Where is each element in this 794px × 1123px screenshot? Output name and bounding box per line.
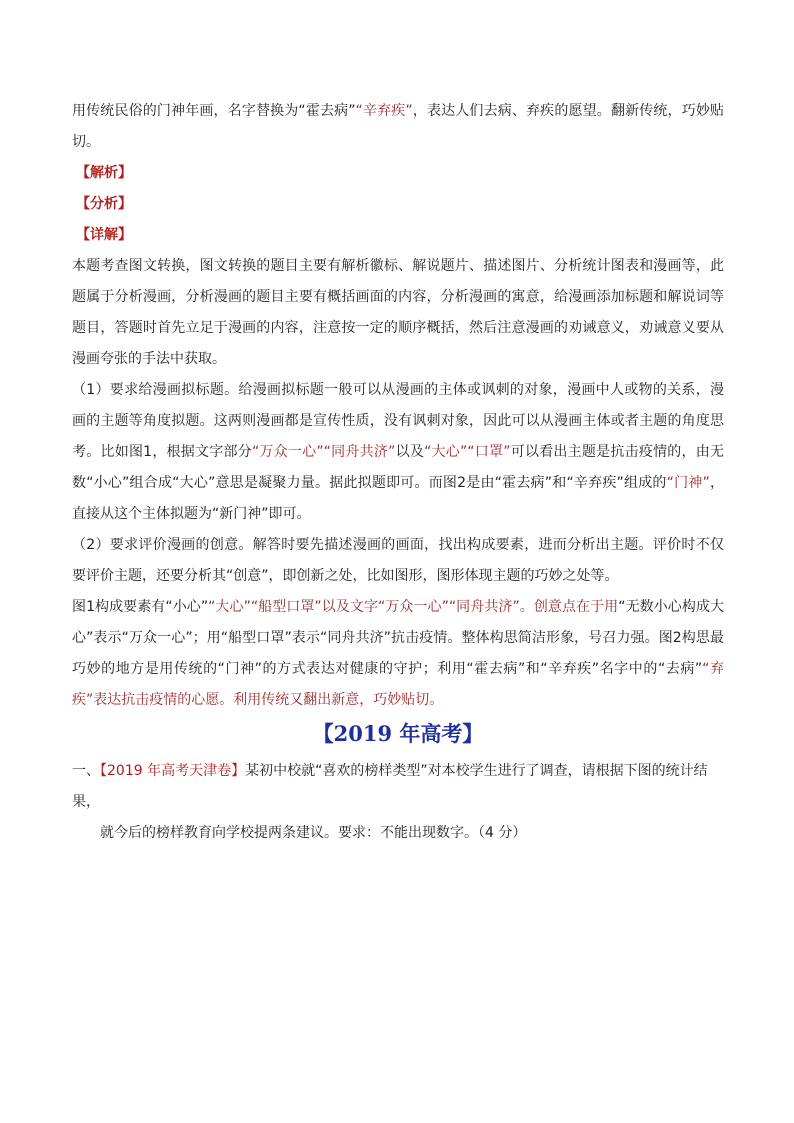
answer-paragraph [72,96,724,158]
tag-fenxi: 【分析】 [76,196,132,212]
answer-highlight: “辛弃疾” [355,103,413,119]
part1-paragraph: （1）要求给漫画拟标题。给漫画拟标题一般可以从漫画的主体或讽刺的对象，漫画中人或物的关系，漫画的主题等角度拟题。这两则漫画都是宣传性质，没有讽刺对象，因此可以从漫画主体或者主题的角度思考。比如图1，根据文字部分“万众一心”“同舟共济”以及“大心”“口罩”可以看出主题是抗击疫情的，由无数“小心”组合成“大心”意思是凝聚力量。据此拟题即可。而图2是由“霍去病”和“辛弃疾”组成的“门神”，直接从这个主体拟题为“新门神”即可。 [72,382,725,522]
part3-paragraph: 图1构成要素有“小心”“大心”“船型口罩”以及文字“万众一心”“同舟共济”。创意点在于用“无数小心构成大心”表示“万众一心”；用“船型口罩”表示“同舟共济”抗击疫情。整体构思简洁形象，号召力强。图2构思最巧妙的地方是用传统的“门神”的方式表达对健康的守护；利用“霍去病”和“辛弃疾”名字中的“去病”“弃疾”表达抗击疫情的心愿。利用传统又翻出新意，巧妙贴切。 [72,599,724,708]
question-text: 某初中校就“喜欢的榜样类型”对本校学生进行了调查，请根据下图的统计结果， [72,763,708,810]
question-1 [72,756,724,818]
tag-xiangjie: 【详解】 [76,227,132,243]
question-source: 【2019 年高考天津卷】 [100,763,246,779]
document-page [72,96,724,849]
question-number: 一、 [72,763,100,779]
part2-paragraph: （2）要求评价漫画的创意。解答时要先描述漫画的画面，找出构成要素，进而分析出主题。评价时不仅要评价主题，还要分析其“创意”，即创新之处，比如图形，图形体现主题的巧妙之处等。 [72,537,724,584]
answer-text: 用传统民俗的门神年画，名字替换为“霍去病” [72,103,356,119]
answer-text-end: ，表达人们去病、弃疾的愿望。翻新传统，巧妙贴切。 [72,103,725,150]
question-1-continued: 就今后的榜样教育向学校提两条建议。要求：不能出现数字。（4 分） [100,825,527,841]
tag-jiexi: 【解析】 [76,165,132,181]
intro-paragraph: 本题考查图文转换，图文转换的题目主要有解析徽标、解说题片、描述图片、分析统计图表和漫画等，此题属于分析漫画，分析漫画的题目主要有概括画面的内容，分析漫画的寓意，给漫画添加标题和解说词等题目，答题时首先立足于漫画的内容，注意按一定的顺序概括，然后注意漫画的劝诫意义，劝诫意义要从漫画夸张的手法中获取。 [72,258,724,367]
section-title: 【2019 年高考】 [312,721,484,746]
